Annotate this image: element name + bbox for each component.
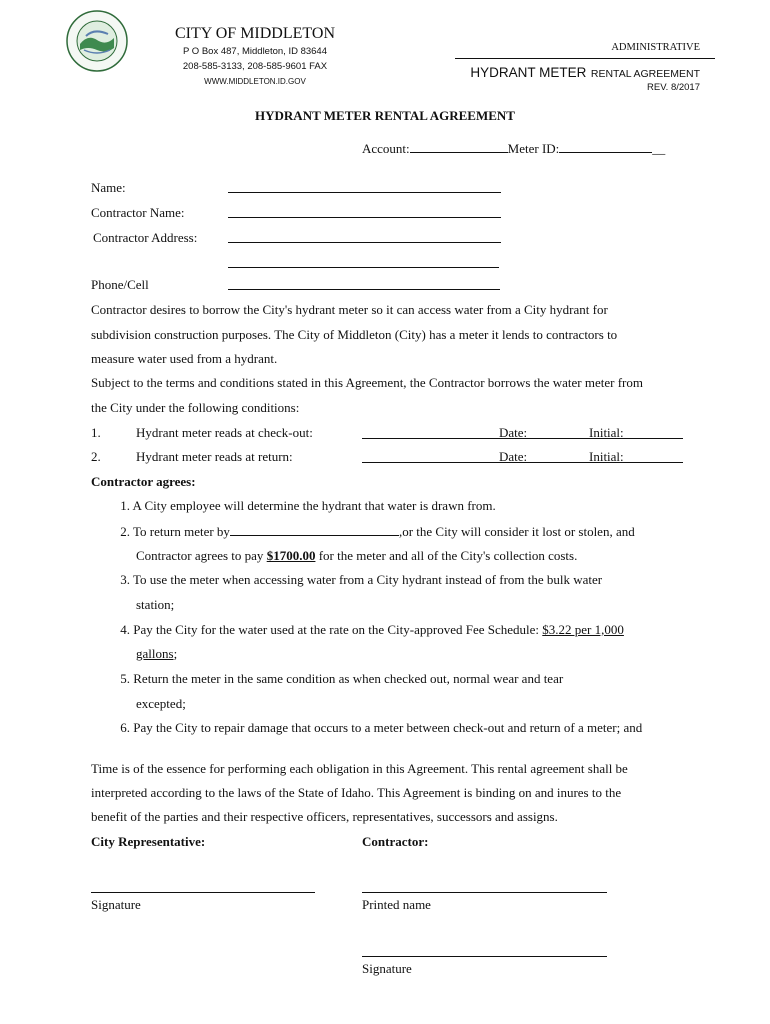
item-text: A City employee will determine the hydrant that water is drawn from. [132,498,496,513]
reading-initial-label: Initial: [589,425,624,440]
item-text: Contractor agrees to pay [136,548,264,563]
name-field[interactable] [228,192,501,193]
reading-num: 2. [91,449,101,464]
page-title: HYDRANT METER RENTAL AGREEMENT [255,108,515,123]
account-meter-line [362,140,665,157]
document-title-header [440,64,700,82]
agree-item-4 [110,622,624,638]
agree-item-6 [110,720,642,736]
meter-cost-amount: $1700.00 [266,548,316,563]
contractor-address-field-2[interactable] [228,267,499,268]
water-rate-unit: gallons [136,646,174,661]
doc-title-rest: RENTAL AGREEMENT [590,68,700,80]
city-name: CITY OF MIDDLETON [175,25,335,42]
agree-item-1 [110,498,496,514]
name-label: Name: [91,180,126,195]
agree-item-3 [110,572,602,588]
city-phone-fax: 208-585-3133, 208-585-9601 FAX [182,61,328,72]
reading-value-field[interactable] [362,462,500,463]
reading-date-field[interactable] [499,438,589,439]
city-address: P O Box 487, Middleton, ID 83644 [183,46,327,57]
water-rate: $3.22 per 1,000 [542,622,624,637]
intro-line-5: the City under the following conditions: [91,400,300,415]
reading-num: 1. [91,425,101,440]
intro-line-3: measure water used from a hydrant. [91,351,278,366]
phone-field[interactable] [228,289,500,290]
meter-id-label: Meter ID: [507,141,560,156]
agree-item-2 [110,523,635,540]
item-number: 4. [120,622,130,637]
city-signature-label: Signature [91,897,141,912]
city-representative-label: City Representative: [91,834,206,849]
item-text: ; [173,646,178,661]
closing-line-3: benefit of the parties and their respective officers, representatives, successors and assigns. [91,809,558,824]
item-number: 5. [120,671,130,686]
doc-title-main: HYDRANT METER [470,65,587,80]
revision-label: REV. 8/2017 [647,82,700,93]
item-text: To use the meter when accessing water from a City hydrant instead of from the bulk water [133,572,603,587]
city-seal-logo [66,10,128,72]
item-number: 2. [120,524,130,539]
meter-id-blank[interactable] [559,140,652,153]
item-text: Pay the City to repair damage that occurs to a meter between check-out and return of a meter; and [133,720,643,735]
contractor-signature-label: Signature [362,961,412,976]
contractor-name-field[interactable] [228,217,501,218]
item-number: 6. [120,720,130,735]
closing-line-1: Time is of the essence for performing each obligation in this Agreement. This rental agreement shall be [91,761,628,776]
contractor-agrees-heading: Contractor agrees: [91,474,196,489]
reading-date-label: Date: [499,449,528,464]
reading-label: Hydrant meter reads at check-out: [136,425,313,440]
meter-id-suffix: __ [652,141,666,156]
account-blank[interactable] [410,140,508,153]
agree-item-5-cont: excepted; [136,696,186,711]
header-divider [455,58,715,59]
return-date-blank[interactable] [230,523,399,536]
intro-line-2: subdivision construction purposes. The City of Middleton (City) has a meter it lends to contractors to [91,327,618,342]
agree-item-5 [110,671,563,687]
item-text: ,or the City will consider it lost or stolen, and [398,524,635,539]
agree-item-4-cont [136,646,177,662]
contractor-printed-name-label: Printed name [362,897,431,912]
reading-initial-field[interactable] [589,462,683,463]
contractor-printed-name-field[interactable] [362,892,607,893]
closing-line-2: interpreted according to the laws of the State of Idaho. This Agreement is binding on and inures to the [91,785,622,800]
item-text: To return meter by [133,524,230,539]
reading-label: Hydrant meter reads at return: [136,449,293,464]
contractor-label: Contractor: [362,834,429,849]
city-website: WWW.MIDDLETON.ID.GOV [204,77,306,86]
reading-date-label: Date: [499,425,528,440]
item-text: for the meter and all of the City's collection costs. [318,548,578,563]
item-text: Pay the City for the water used at the rate on the City-approved Fee Schedule: [133,622,540,637]
contractor-signature-field[interactable] [362,956,607,957]
city-signature-field[interactable] [91,892,315,893]
contractor-address-field-1[interactable] [228,242,501,243]
reading-value-field[interactable] [362,438,500,439]
item-text: Return the meter in the same condition as when checked out, normal wear and tear [133,671,564,686]
contractor-address-label: Contractor Address: [93,230,198,245]
reading-date-field[interactable] [499,462,589,463]
account-label: Account: [362,141,410,156]
item-number: 3. [120,572,130,587]
category-label: ADMINISTRATIVE [611,42,700,53]
reading-initial-field[interactable] [589,438,683,439]
reading-initial-label: Initial: [589,449,624,464]
intro-line-4: Subject to the terms and conditions stated in this Agreement, the Contractor borrows the water meter from [91,375,643,390]
agree-item-2-cont [136,548,577,564]
intro-line-1: Contractor desires to borrow the City's hydrant meter so it can access water from a City hydrant for [91,302,608,317]
contractor-name-label: Contractor Name: [91,205,185,220]
phone-label: Phone/Cell [91,277,149,292]
item-number: 1. [120,498,130,513]
agree-item-3-cont: station; [136,597,175,612]
